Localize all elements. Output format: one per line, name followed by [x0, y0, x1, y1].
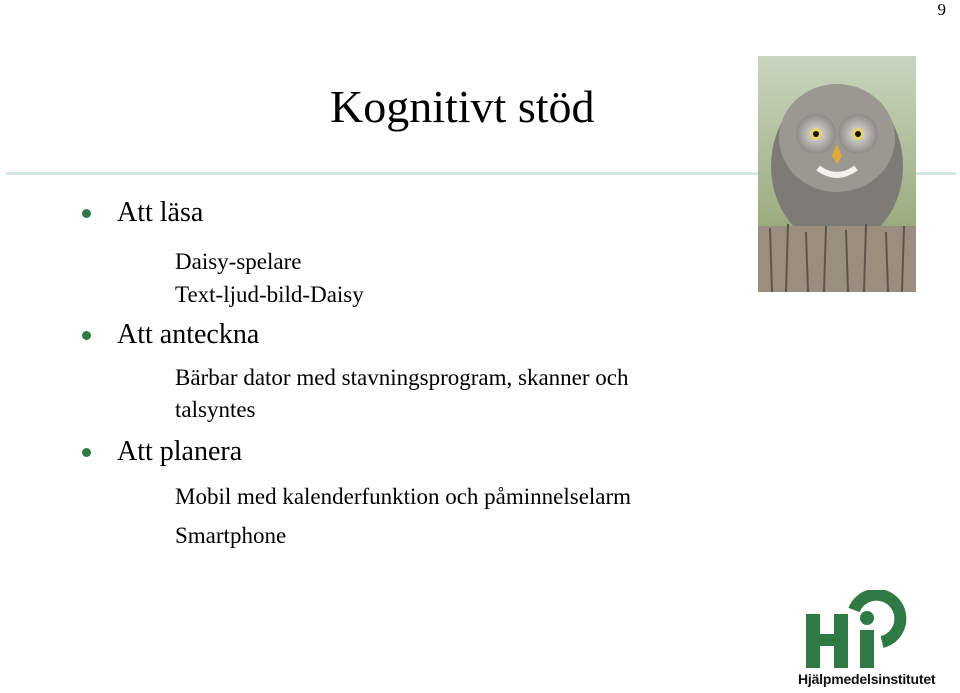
- sub-item: Mobil med kalenderfunktion och påminnelselarm: [175, 484, 632, 509]
- bullet-dot-icon: [82, 448, 91, 457]
- bullet-dot-icon: [82, 209, 91, 218]
- bullet-att-planera: [82, 436, 242, 468]
- page-number: 9: [937, 0, 946, 19]
- slide-title: Kognitivt stöd: [330, 81, 595, 132]
- sub-item: Smartphone: [175, 523, 287, 548]
- bullet-att-anteckna: [82, 319, 259, 351]
- bullet-dot-icon: [82, 331, 91, 340]
- bullet-heading: Att anteckna: [117, 319, 260, 350]
- logo-text: Hjälpmedelsinstitutet: [798, 671, 936, 687]
- owl-photo: [758, 56, 916, 292]
- bullet-heading: Att läsa: [117, 197, 204, 228]
- bullet-att-lasa: [82, 197, 203, 229]
- bullet-heading: Att planera: [117, 436, 243, 467]
- sub-item: Bärbar dator med stavningsprogram, skanner och: [175, 365, 629, 390]
- sub-item: Daisy-spelare: [175, 249, 302, 274]
- sub-item: talsyntes: [175, 397, 256, 422]
- sub-item: Text-ljud-bild-Daisy: [175, 282, 364, 307]
